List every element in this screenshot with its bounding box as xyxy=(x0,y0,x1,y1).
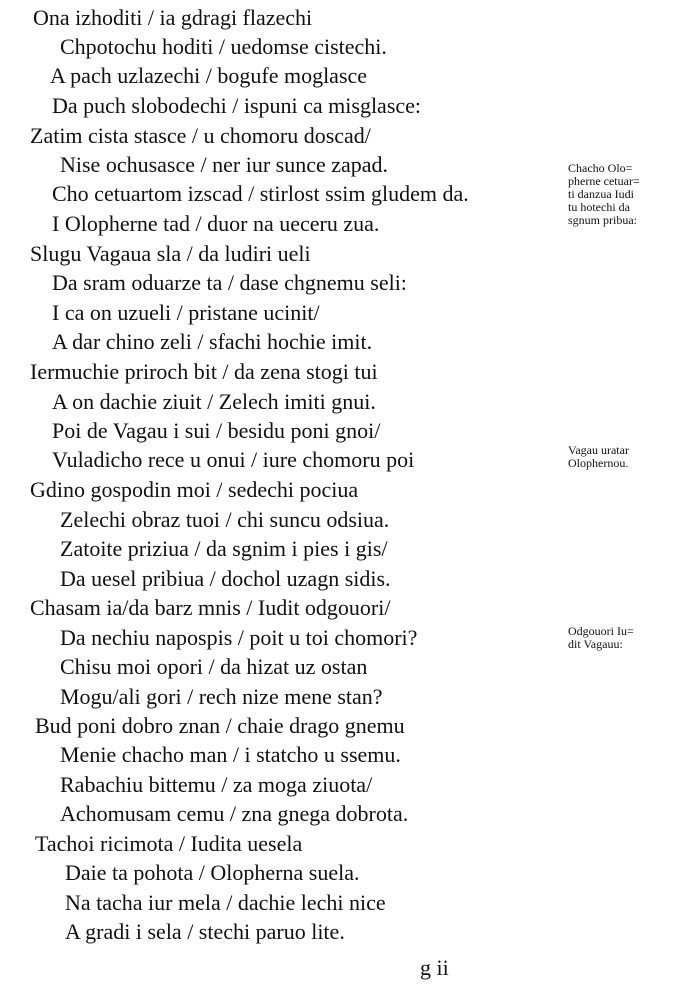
verse-line: Iermuchie priroch bit / da zena stogi tui xyxy=(30,359,378,384)
verse-line: Vuladicho rece u onui / iure chomoru poi xyxy=(52,447,415,472)
verse-line: Daie ta pohota / Olopherna suela. xyxy=(65,860,360,885)
verse-line: A gradi i sela / stechi paruo lite. xyxy=(65,919,345,944)
verse-line: Ona izhoditi / ia gdragi flazechi xyxy=(33,5,313,30)
verse-line: Gdino gospodin moi / sedechi pociua xyxy=(30,477,359,502)
margin-notes xyxy=(568,0,700,991)
verse-line: A dar chino zeli / sfachi hochie imit. xyxy=(52,329,373,354)
verse-line: Bud poni dobro znan / chaie drago gnemu xyxy=(35,713,405,738)
verse-line: Chisu moi opori / da hizat uz ostan xyxy=(60,654,368,679)
verse-line: Tachoi ricimota / Iudita uesela xyxy=(35,831,303,856)
verse-line: Da sram oduarze ta / dase chgnemu seli: xyxy=(52,270,407,295)
verse-line: Zatim cista stasce / u chomoru doscad/ xyxy=(30,123,371,148)
verse-line: Zelechi obraz tuoi / chi suncu odsiua. xyxy=(60,507,390,532)
verse-line: Mogu/ali gori / rech nize mene stan? xyxy=(60,684,383,709)
verse-line: Da nechiu napospis / poit u toi chomori? xyxy=(60,625,418,650)
verse-line: Slugu Vagaua sla / da ludiri ueli xyxy=(30,241,311,266)
verse-line: Na tacha iur mela / dachie lechi nice xyxy=(65,890,386,915)
margin-note: Chacho Olo= pherne cetuar= ti danzua Iudi tu hotechi da sgnum pribua: xyxy=(568,162,640,227)
verse-line: Chpotochu hoditi / uedomse cistechi. xyxy=(60,34,387,59)
verse-line: Chasam ia/da barz mnis / Iudit odgouori/ xyxy=(30,595,391,620)
margin-note: Vagau uratar Olophernou. xyxy=(568,444,629,470)
verse-line: Nise ochusasce / ner iur sunce zapad. xyxy=(60,152,389,177)
verse-line: Da uesel pribiua / dochol uzagn sidis. xyxy=(60,566,391,591)
verse-line: Menie chacho man / i statcho u ssemu. xyxy=(60,742,401,767)
verse-line: Achomusam cemu / zna gnega dobrota. xyxy=(60,801,409,826)
verse-line: I ca on uzueli / pristane ucinit/ xyxy=(52,300,320,325)
verse-line: Da puch slobodechi / ispuni ca misglasce: xyxy=(52,93,422,118)
verse-line: Rabachiu bittemu / za moga ziuota/ xyxy=(60,772,373,797)
signature-mark: g ii xyxy=(420,955,449,980)
verse-line: Poi de Vagau i sui / besidu poni gnoi/ xyxy=(52,418,381,443)
verse-line: A pach uzlazechi / bogufe moglasce xyxy=(50,63,368,88)
verse-line: I Olopherne tad / duor na ueceru zua. xyxy=(52,211,380,236)
verse-line: A on dachie ziuit / Zelech imiti gnui. xyxy=(52,389,376,414)
verse-line: Zatoite priziua / da sgnim i pies i gis/ xyxy=(60,536,388,561)
margin-note: Odgouori Iu= dit Vagauu: xyxy=(568,625,634,651)
verse-line: Cho cetuartom izscad / stirlost ssim gludem da. xyxy=(52,181,469,206)
